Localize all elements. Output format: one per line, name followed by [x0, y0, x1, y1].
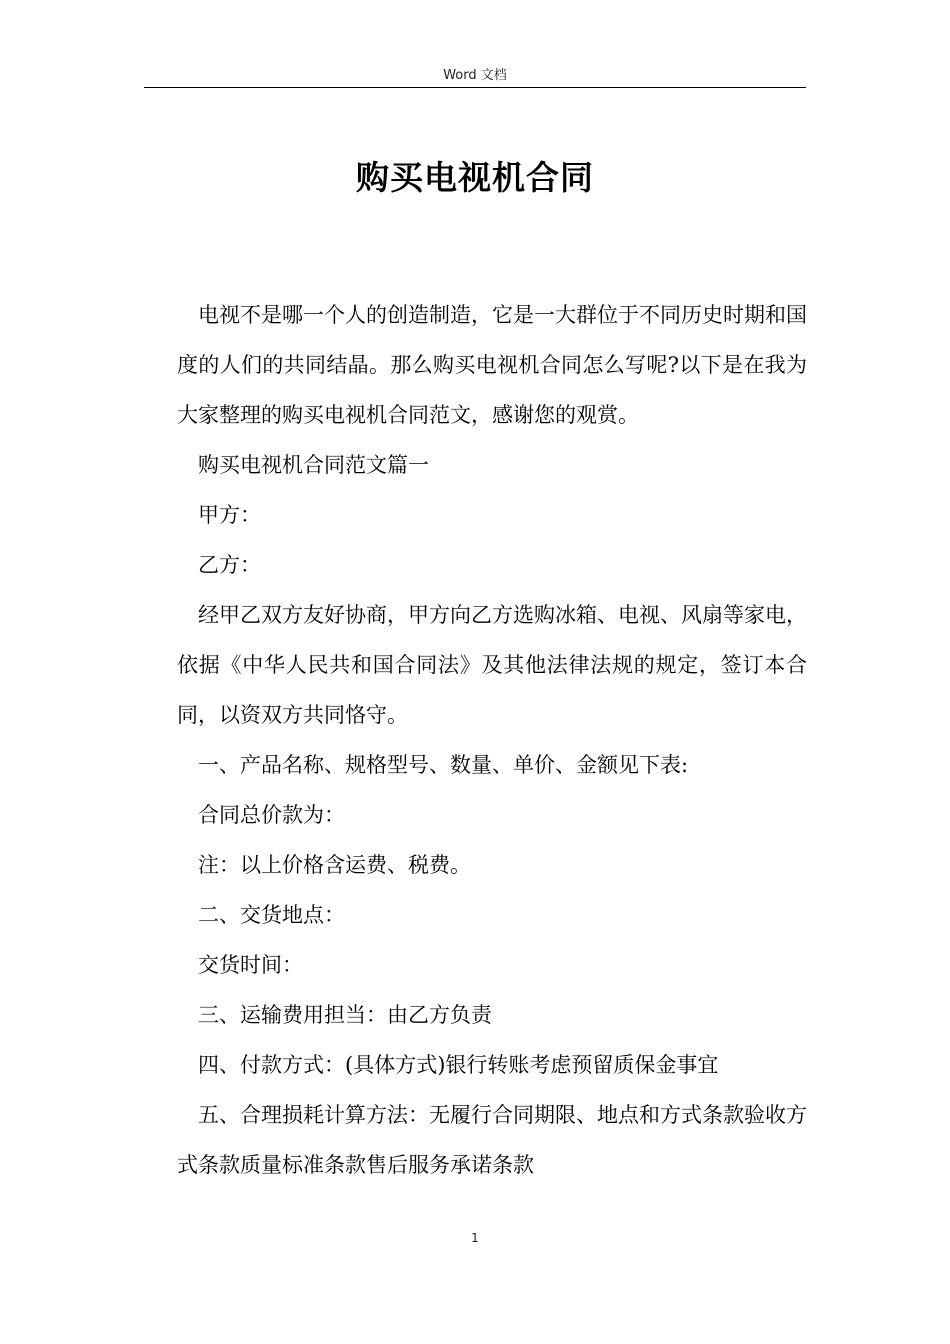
paragraph-clause-4: 四、付款方式：(具体方式)银行转账考虑预留质保金事宜: [198, 1053, 719, 1077]
paragraph-party-b: 乙方：: [198, 553, 261, 577]
paragraph-delivery-time: 交货时间：: [198, 953, 303, 977]
paragraph-clause-2: 二、交货地点：: [198, 903, 345, 927]
paragraph-party-a: 甲方：: [198, 503, 261, 527]
paragraph-price-note: 注：以上价格含运费、税费。: [198, 853, 471, 877]
document-body: [177, 290, 807, 1190]
paragraph-total-price: 合同总价款为：: [198, 803, 345, 827]
document-title: 购买电视机合同: [356, 158, 594, 197]
page-number: 1: [471, 1231, 479, 1245]
paragraph-clause-5: 五、合理损耗计算方法：无履行合同期限、地点和方式条款验收方式条款质量标准条款售后服务承诺条款: [177, 1103, 807, 1177]
paragraph-intro: 电视不是哪一个人的创造制造，它是一大群位于不同历史时期和国度的人们的共同结晶。那么购买电视机合同怎么写呢?以下是在我为大家整理的购买电视机合同范文，感谢您的观赏。: [177, 303, 807, 427]
paragraph-agreement: 经甲乙双方友好协商，甲方向乙方选购冰箱、电视、风扇等家电，依据《中华人民共和国合同法》及其他法律法规的规定，签订本合同，以资双方共同恪守。: [177, 603, 807, 727]
paragraph-clause-3: 三、运输费用担当：由乙方负责: [198, 1003, 492, 1027]
paragraph-section-heading: 购买电视机合同范文篇一: [198, 453, 429, 477]
header-label: Word 文档: [443, 68, 507, 83]
paragraph-clause-1: 一、产品名称、规格型号、数量、单价、金额见下表:: [198, 753, 689, 777]
header-divider: [144, 87, 806, 88]
